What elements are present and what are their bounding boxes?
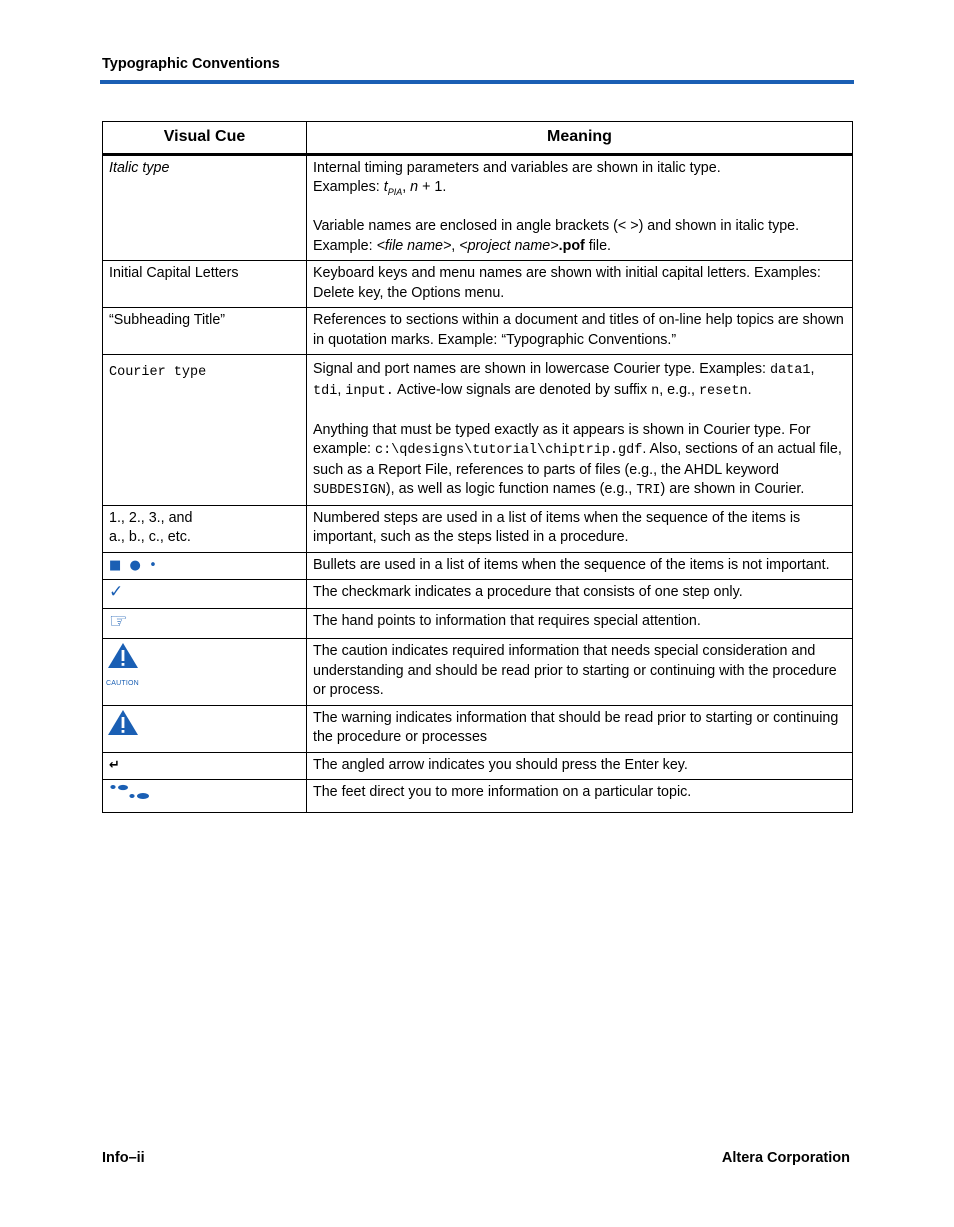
meaning-bullets: Bullets are used in a list of items when the sequence of the items is not important. [307, 552, 853, 580]
feet-icon [109, 783, 153, 808]
text: Signal and port names are shown in lowercase Courier type. Examples: [313, 361, 770, 377]
caution-icon [106, 642, 140, 677]
meaning-caution: The caution indicates required information that needs special consideration and understanding and should be read prior to starting or continuing with the procedure or process. [307, 639, 853, 706]
cue-line: 1., 2., 3., and [109, 509, 193, 526]
text: , [337, 381, 346, 398]
table-row [103, 608, 853, 639]
text: ), as well as logic function names (e.g., [385, 481, 637, 497]
cue-line: a., b., c., etc. [109, 529, 191, 545]
meaning-courier [307, 355, 853, 506]
table-header-row [103, 122, 853, 155]
text: , [402, 179, 411, 195]
text: n [651, 383, 660, 399]
meaning-initial-caps: Keyboard keys and menu names are shown with initial capital letters. Examples: Delete key, the Options menu. [307, 261, 853, 308]
table-row [103, 308, 853, 355]
text: c:\qdesigns\tutorial\chiptrip.gdf [374, 443, 643, 458]
text: + 1. [418, 179, 447, 195]
cue-italic [103, 154, 307, 261]
header-rule [100, 80, 854, 84]
cue-bullets [103, 552, 307, 580]
cue-warning [103, 705, 307, 752]
table-row [103, 552, 853, 580]
table-row [103, 752, 853, 780]
table-row [103, 261, 853, 308]
meaning-line [313, 237, 846, 257]
text: TRI [636, 483, 661, 498]
meaning-feet: The feet direct you to more information on a particular topic. [307, 780, 853, 813]
cue-feet [103, 780, 307, 813]
enter-arrow-icon: ↵ [109, 757, 120, 773]
text: .pof [558, 237, 585, 254]
cue-subheading: “Subheading Title” [103, 308, 307, 355]
meaning-paragraph [313, 421, 846, 501]
cue-courier [103, 355, 307, 506]
meaning-italic [307, 154, 853, 261]
text: . [747, 381, 752, 398]
header-visual-cue: Visual Cue [103, 122, 307, 155]
text: file. [584, 237, 612, 254]
meaning-numbered: Numbered steps are used in a list of items when the sequence of the items is important, such as the steps listed in a procedure. [307, 505, 853, 552]
meaning-warning: The warning indicates information that should be read prior to starting or continuing the procedure or processes [307, 705, 853, 752]
cue-text: Italic type [109, 159, 170, 176]
meaning-enter: The angled arrow indicates you should press the Enter key. [307, 752, 853, 780]
meaning-hand: The hand points to information that requires special attention. [307, 608, 853, 639]
text: input. [345, 383, 394, 399]
table-row [103, 505, 853, 552]
table-row [103, 154, 853, 261]
table-row [103, 580, 853, 609]
meaning-line: Variable names are enclosed in angle brackets (< >) and shown in italic type. [313, 218, 800, 234]
text: <file name> [376, 237, 452, 254]
caution-label: CAUTION [106, 679, 139, 687]
cue-enter [103, 752, 307, 780]
meaning-subheading: References to sections within a document and titles of on-line help topics are shown in quotation marks. Example: “Typographic Conventions.” [307, 308, 853, 355]
text: Active-low signals are denoted by suffix [393, 381, 652, 398]
checkmark-icon: ✓ [109, 582, 124, 602]
text: t [383, 179, 388, 195]
cue-caution [103, 639, 307, 706]
text: Example: [313, 237, 377, 254]
table-row [103, 355, 853, 506]
header-meaning: Meaning [307, 122, 853, 155]
cue-hand [103, 608, 307, 639]
warning-icon [106, 709, 140, 744]
pointing-hand-icon: ☞ [109, 608, 128, 633]
table-row [103, 780, 853, 813]
text: , e.g., [659, 381, 699, 398]
text: , [451, 237, 460, 254]
footer-company: Altera Corporation [721, 1150, 850, 1166]
cue-text: Courier type [109, 365, 207, 380]
meaning-checkmark: The checkmark indicates a procedure that consists of one step only. [307, 580, 853, 609]
text: n [410, 179, 419, 195]
text: Examples: [313, 179, 384, 195]
table-row [103, 705, 853, 752]
cue-numbered [103, 505, 307, 552]
meaning-paragraph [313, 358, 846, 401]
conventions-table [102, 121, 853, 813]
text: PIA [387, 186, 403, 197]
cue-initial-caps: Initial Capital Letters [103, 261, 307, 308]
text: , [810, 361, 815, 377]
text: tdi [313, 383, 338, 399]
text: . Also, sections of an actual file, such as a Report File, references to parts of files (e.g., the AHDL keyword [313, 441, 842, 478]
table-row [103, 639, 853, 706]
spacer [313, 198, 846, 218]
meaning-line: Internal timing parameters and variables are shown in italic type. [313, 159, 721, 176]
text: Anything that must be typed exactly as it appears is shown in Courier type. For example: [313, 421, 811, 457]
text: resetn [698, 383, 748, 399]
spacer [313, 401, 846, 421]
text: SUBDESIGN [313, 483, 386, 498]
meaning-line [313, 178, 846, 198]
page-header-title: Typographic Conventions [102, 56, 280, 72]
footer-page-number: Info–ii [102, 1150, 145, 1166]
bullets-icon: ■ ● • [109, 557, 157, 573]
text: ) are shown in Courier. [660, 481, 805, 497]
text: data1 [769, 363, 811, 378]
cue-checkmark [103, 580, 307, 609]
text: <project name> [459, 237, 559, 254]
